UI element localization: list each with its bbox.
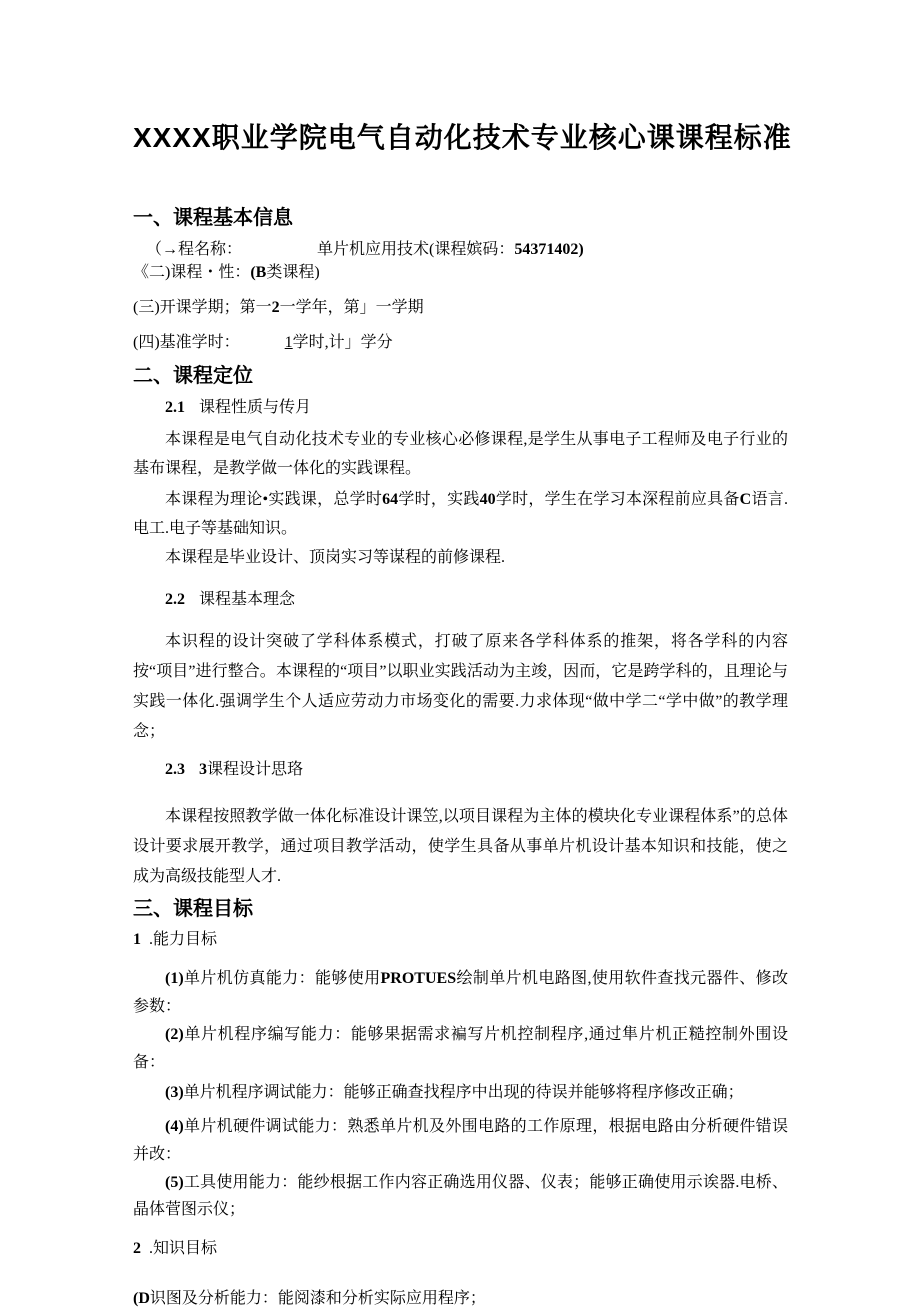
- text-run: 单片机硬件调试能力：熟悉单片机及外围电路的工作原理，根据电路由分析硬件错误并改：: [133, 1118, 788, 1163]
- paragraph-course-nature: 本课程是电气自动化技术专业的专业核心必修课程,是学生从事电子工程师及电子行业的基布课程，是教学做一体化的实践课程。: [133, 431, 788, 477]
- course-type-bold: (B: [250, 264, 267, 281]
- course-name-value: 单片机应用技术(课程嫔码：: [317, 241, 515, 258]
- semester-pre: (三)开课学期；第一: [133, 299, 272, 316]
- knowledge-item-1-number: (D: [133, 1290, 150, 1307]
- course-type-label: 《二)课程・性：: [133, 264, 251, 281]
- goal-knowledge-number: 2: [133, 1240, 141, 1257]
- text-run: 绘制单片机电路图,使用软件查找元器件、修改参数：: [133, 970, 788, 1015]
- section-1-heading: 一、课程基本信息: [133, 207, 293, 229]
- text-run: 单片机程序调试能力：能够正确查找程序中出现的待误并能够将程序修改正确；: [183, 1084, 744, 1101]
- semester-bold: 2: [271, 299, 280, 316]
- total-hours-value: 64: [382, 491, 399, 508]
- ability-item-5-number: (5): [165, 1174, 184, 1191]
- subheading-2-1-number: 2.1: [165, 399, 185, 416]
- subheading-2-3-number-2: 3: [199, 761, 207, 778]
- text-run: 本课程为理论•实践课，总学时: [165, 491, 383, 508]
- text-run: 语言.电工.电子等基础知识。: [133, 491, 788, 537]
- practice-hours-value: 40: [479, 491, 496, 508]
- subheading-2-3-number: 2.3: [165, 761, 185, 778]
- course-name-label: （→程名称：: [146, 241, 243, 258]
- subheading-2-2-number: 2.2: [165, 591, 185, 608]
- course-code: 54371402): [514, 241, 584, 258]
- paragraph-course-concept: 本识程的设计突破了学科体系模式，打破了原来各学科体系的推架，将各学科的内容按“项目”进行整合。本课程的“项目”以职业实践活动为主竣，因而，它是跨学科的，且理论与实践一体化.强调学生个人适应劳动力市场变化的需要.力求体现“做中学二“学中做”的教学理念；: [133, 633, 788, 740]
- document-title: XXXX职业学院电气自动化技术专业核心课课程标准: [133, 122, 792, 153]
- text-run: 学时，学生在学习本深程前应具备: [495, 491, 740, 508]
- paragraph-course-hours: [133, 485, 788, 543]
- ability-item-5: [133, 1169, 788, 1223]
- section-3-heading: 三、课程目标: [133, 898, 253, 920]
- subheading-2-3: [133, 758, 788, 782]
- protues-bold: PROTUES: [380, 970, 457, 987]
- ability-item-2-number: (2): [165, 1026, 184, 1043]
- goal-knowledge-title: .知识目标: [149, 1240, 218, 1257]
- subheading-2-3-title: 课程设计思珞: [207, 761, 304, 778]
- course-name-line: [133, 238, 788, 261]
- paragraph-prerequisite: 本课程是毕业设计、顶岗实习等谋程的前修课程.: [165, 549, 506, 566]
- ability-item-4: [133, 1113, 788, 1169]
- hours-value: 1: [284, 334, 293, 351]
- text-run: 单片机仿真能力：能够使用: [183, 970, 381, 987]
- goal-ability-heading: [133, 928, 788, 952]
- ability-item-1: [133, 965, 788, 1021]
- subheading-2-2: [133, 588, 788, 612]
- ability-item-1-number: (1): [165, 970, 184, 987]
- subheading-2-2-title: 课程基本理念: [199, 591, 296, 608]
- goal-ability-number: 1: [133, 931, 141, 948]
- ability-item-3-number: (3): [165, 1084, 184, 1101]
- hours-rest: 学时,计」学分: [292, 334, 393, 351]
- goal-ability-title: .能力目标: [149, 931, 218, 948]
- text-run: 单片机程序编写能力：能够果据需求褊写片机控制程序,通过隼片机正糙控制外围设备：: [133, 1026, 788, 1071]
- section-2-heading: 二、课程定位: [133, 365, 253, 387]
- semester-rest: 一学年，第」一学期: [279, 299, 424, 316]
- semester-line: [133, 296, 788, 319]
- course-type-line: [133, 261, 788, 284]
- ability-item-2: [133, 1021, 788, 1077]
- text-run: 学时，实践: [398, 491, 480, 508]
- c-language-bold: C: [739, 491, 752, 508]
- goal-knowledge-heading: [133, 1237, 788, 1261]
- subheading-2-1-title: 课程性质与传月: [199, 399, 312, 416]
- ability-item-4-number: (4): [165, 1118, 184, 1135]
- subheading-2-1: [133, 396, 788, 420]
- text-run: 工具使用能力：能纱根据工作内容正确选用仪器、仪表；能够正确使用示诶器.电桥、晶体菅图示仪；: [133, 1174, 788, 1218]
- hours-line: [133, 331, 788, 354]
- hours-label: (四)基准学时：: [133, 334, 240, 351]
- text-run: 识图及分析能力：能阅漆和分析实际应用程序；: [149, 1290, 486, 1307]
- paragraph-design-idea: 本课程按照教学做一体化标准设计课笠,以项目课程为主体的模块化专业课程体系”的总体设计要求展开教学，通过项目教学活动，使学生具备从事单片机设计基本知识和技能，使之成为高级技能型人才.: [133, 808, 788, 885]
- ability-item-3: [133, 1079, 788, 1107]
- course-type-rest: 类课程): [266, 264, 320, 281]
- knowledge-item-1: [133, 1285, 788, 1313]
